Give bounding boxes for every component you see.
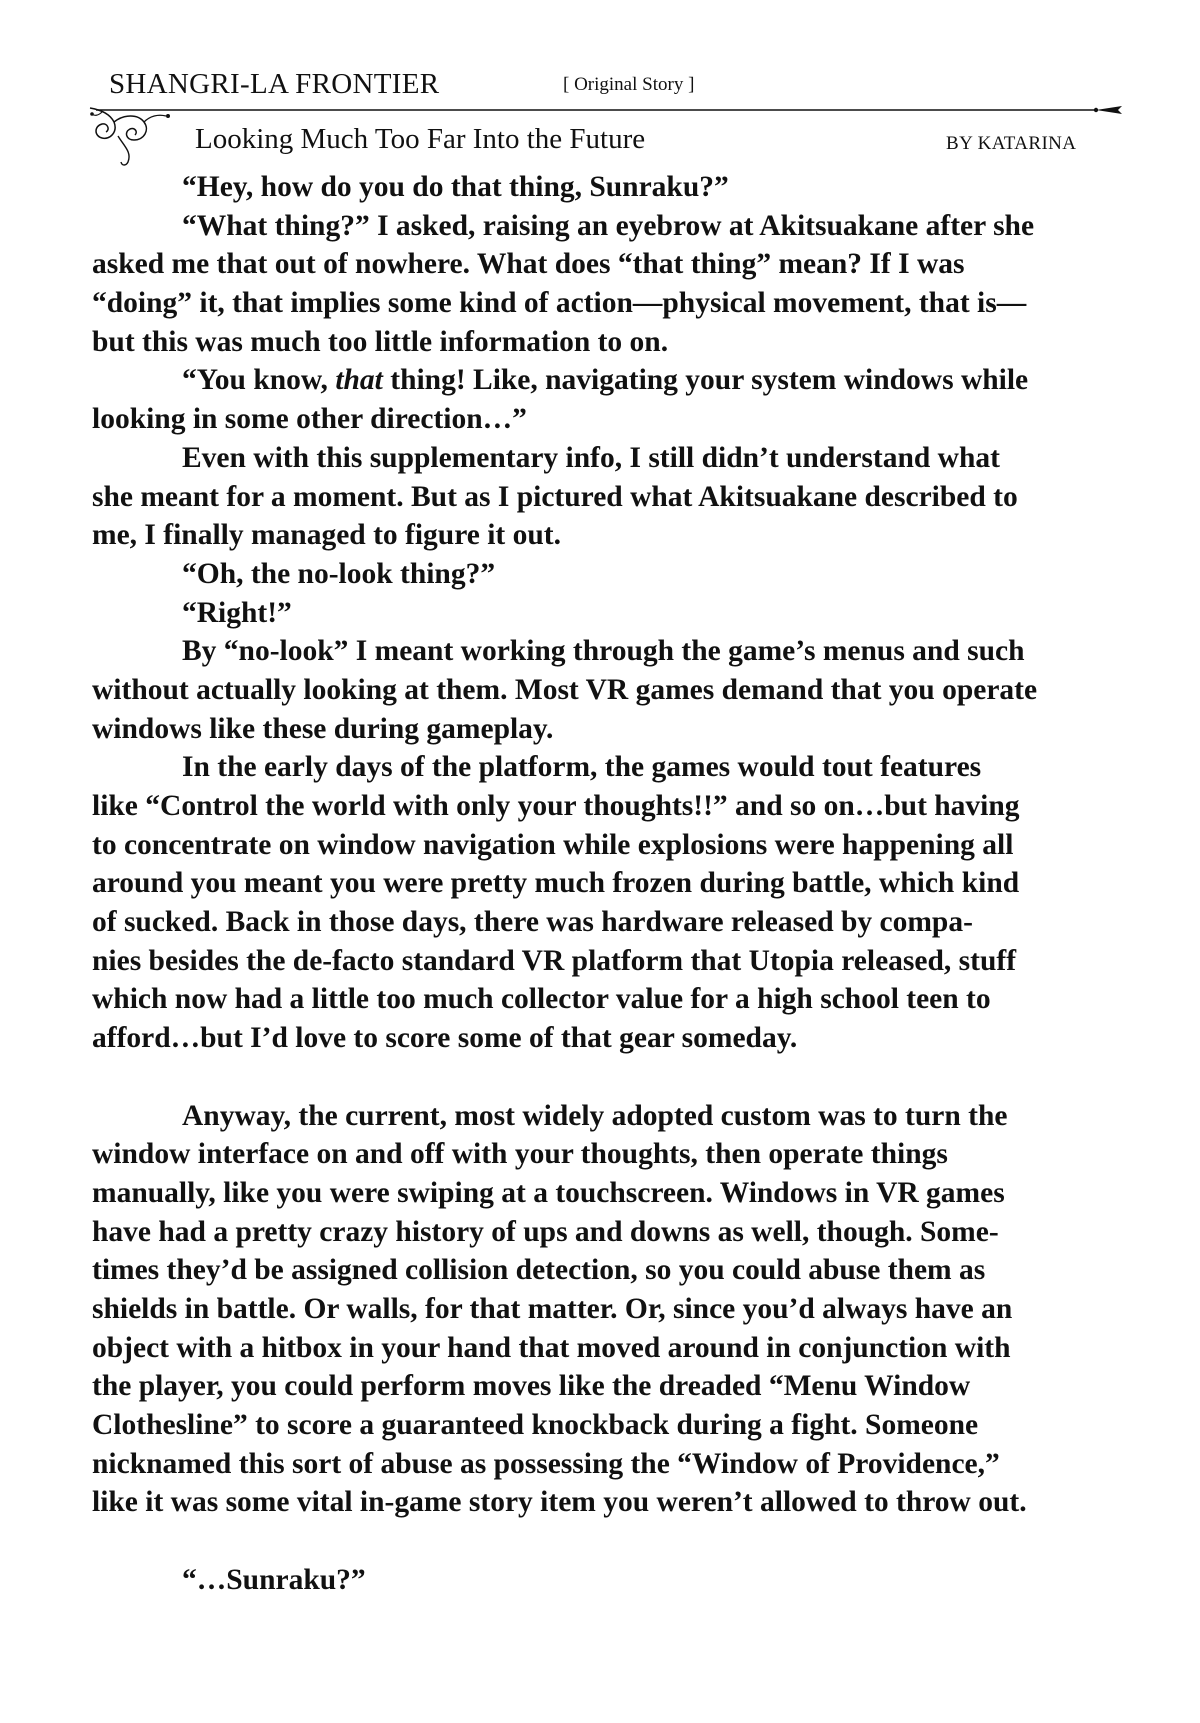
blank-line (92, 1058, 1117, 1097)
text-line (92, 361, 1117, 400)
text-line: “Hey, how do you do that thing, Sunraku?” (182, 171, 729, 203)
original-story-tag: [ Original Story ] (563, 74, 695, 95)
text-line: Anyway, the current, most widely adopted custom was to turn the (182, 1099, 1008, 1132)
text-line: which now had a little too much collector value for a high school teen to (92, 983, 991, 1016)
series-title: SHANGRI-LA FRONTIER (109, 68, 440, 100)
text-line: like it was some vital in-game story item you weren’t allowed to throw out. (92, 1486, 1027, 1519)
text-line: have had a pretty crazy history of ups and downs as well, though. Some- (92, 1215, 999, 1248)
text-line: like “Control the world with only your thoughts!!” and so on…but having (92, 790, 1020, 822)
text-line: windows like these during gameplay. (92, 712, 554, 745)
story-body (92, 168, 1117, 1599)
byline: BY KATARINA (946, 133, 1077, 154)
text-segment: “You know, (182, 364, 336, 397)
text-line: nies besides the de-facto standard VR platform that Utopia released, stuff (92, 944, 1017, 977)
text-line: Even with this supplementary info, I still didn’t understand what (182, 441, 1000, 474)
blank-line (92, 1522, 1117, 1561)
text-line: times they’d be assigned collision detection, so you could abuse them as (92, 1254, 986, 1287)
text-line: window interface on and off with your thoughts, then operate things (92, 1138, 948, 1171)
text-line: manually, like you were swiping at a touchscreen. Windows in VR games (92, 1176, 1005, 1209)
text-line: By “no-look” I meant working through the game’s menus and such (182, 635, 1025, 668)
text-line: she meant for a moment. But as I pictured what Akitsuakane described to (92, 480, 1018, 513)
italic-word: that (335, 364, 383, 397)
text-line: Clothesline” to score a guaranteed knockback during a fight. Someone (92, 1409, 979, 1441)
text-line: of sucked. Back in those days, there was hardware released by compa- (92, 906, 973, 939)
text-line: the player, you could perform moves like the dreaded “Menu Window (92, 1370, 971, 1403)
story-title: Looking Much Too Far Into the Future (195, 123, 646, 155)
text-line: “doing” it, that implies some kind of action—physical movement, that is— (92, 287, 1027, 320)
text-line: “Right!” (182, 596, 292, 629)
text-line: “…Sunraku?” (182, 1563, 366, 1596)
text-line: but this was much too little information to on. (92, 325, 669, 358)
text-line: to concentrate on window navigation while explosions were happening all (92, 828, 1014, 861)
text-line: nicknamed this sort of abuse as possessing the “Window of Providence,” (92, 1447, 1000, 1480)
text-line: looking in some other direction…” (92, 403, 527, 436)
text-line: “Oh, the no-look thing?” (182, 557, 496, 590)
text-segment: thing! Like, navigating your system windows while (382, 364, 1029, 397)
text-line: asked me that out of nowhere. What does “that thing” mean? If I was (92, 248, 965, 281)
text-line: without actually looking at them. Most VR games demand that you operate (92, 673, 1038, 706)
text-line: afford…but I’d love to score some of that gear someday. (92, 1022, 798, 1055)
text-line: around you meant you were pretty much frozen during battle, which kind (92, 867, 1020, 900)
text-line: shields in battle. Or walls, for that matter. Or, since you’d always have an (92, 1292, 1013, 1325)
text-line: In the early days of the platform, the games would tout features (182, 751, 982, 784)
text-line: object with a hitbox in your hand that moved around in conjunction with (92, 1331, 1011, 1364)
text-line: “What thing?” I asked, raising an eyebrow at Akitsuakane after she (182, 209, 1035, 242)
text-line: me, I finally managed to figure it out. (92, 519, 561, 552)
